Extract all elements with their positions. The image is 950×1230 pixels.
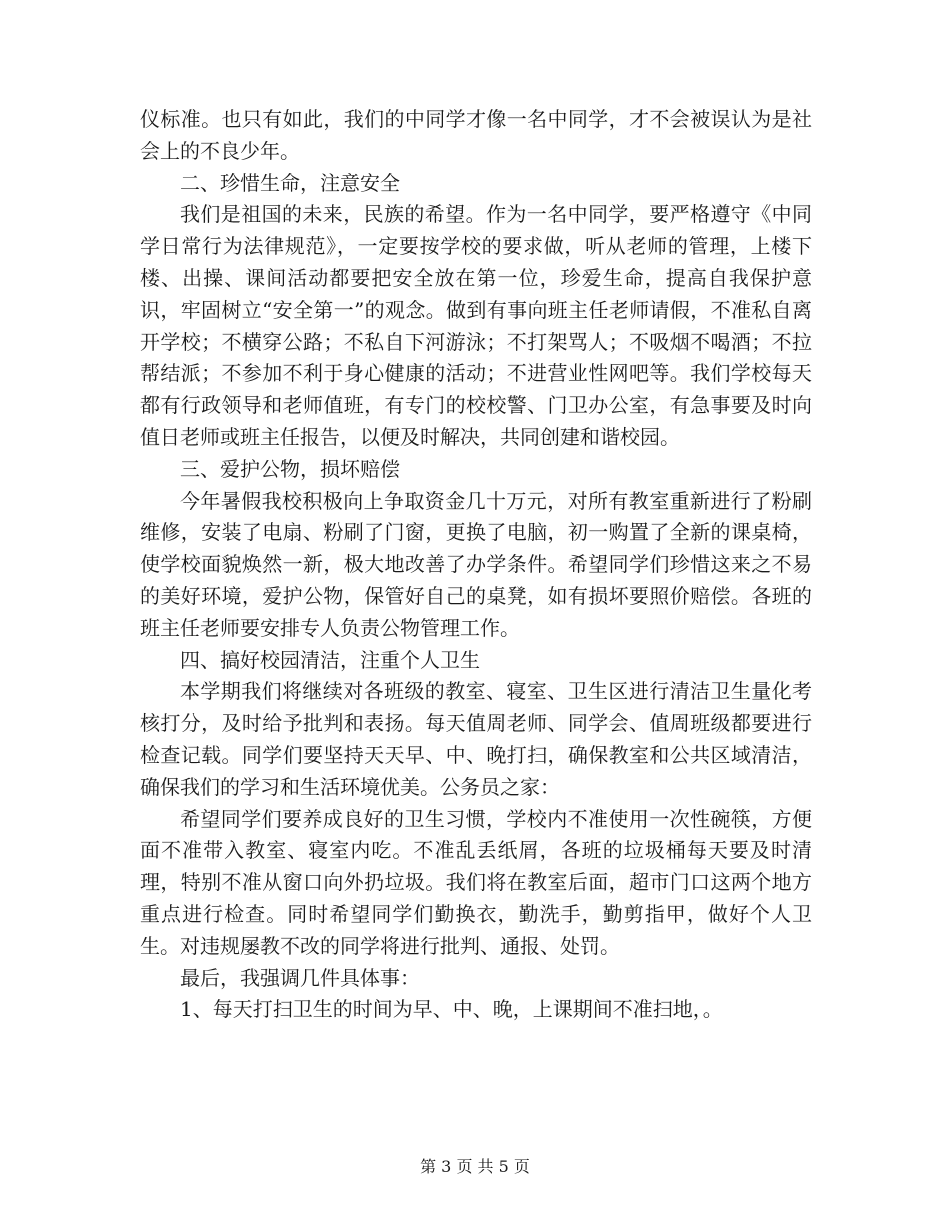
section-heading: 二、珍惜生命，注意安全 bbox=[180, 170, 400, 195]
paragraph: 最后，我强调几件具体事： bbox=[180, 965, 420, 990]
paragraph: 我们是祖国的未来，民族的希望。作为一名中同学，要严格遵守《中同学日常行为法律规范》，一定要按学校的要求做，听从老师的管理，上楼下楼、出操、课间活动都要把安全放在第一位，珍爱生命，提高自我保护意识，牢固树立“安全第一”的观念。做到有事向班主任老师请假，不准私自离开学校；不横穿公路；不私自下河游泳；不打架骂人；不吸烟不喝酒；不拉帮结派；不参加不利于身心健康的活动；不进营业性网吧等。我们学校每天都有行政领导和老师值班，有专门的校校警、门卫办公室，有急事要及时向值日老师或班主任报告，以便及时解决，共同创建和谐校园。 bbox=[140, 202, 812, 449]
page-number-footer: 第 3 页 共 5 页 bbox=[420, 1157, 530, 1176]
paragraph: 1、每天打扫卫生的时间为早、中、晚，上课期间不准扫地，。 bbox=[180, 997, 723, 1022]
document-body bbox=[140, 104, 812, 1026]
section-heading: 三、爱护公物，损坏赔偿 bbox=[180, 456, 400, 481]
section-heading: 四、搞好校园清洁，注重个人卫生 bbox=[180, 647, 480, 672]
paragraph: 希望同学们要养成良好的卫生习惯，学校内不准使用一次性碗筷，方便面不准带入教室、寝室内吃。不准乱丢纸屑，各班的垃圾桶每天要及时清理，特别不准从窗口向外扔垃圾。我们将在教室后面，超市门口这两个地方重点进行检查。同时希望同学们勤换衣，勤洗手，勤剪指甲，做好个人卫生。对违规屡教不改的同学将进行批判、通报、处罚。 bbox=[140, 806, 812, 958]
paragraph: 今年暑假我校积极向上争取资金几十万元，对所有教室重新进行了粉刷维修，安装了电扇、粉刷了门窗，更换了电脑，初一购置了全新的课桌椅，使学校面貌焕然一新，极大地改善了办学条件。希望同学们珍惜这来之不易的美好环境，爱护公物，保管好自己的桌凳，如有损坏要照价赔偿。各班的班主任老师要安排专人负责公物管理工作。 bbox=[140, 488, 812, 640]
paragraph: 本学期我们将继续对各班级的教室、寝室、卫生区进行清洁卫生量化考核打分，及时给予批判和表扬。每天值周老师、同学会、值周班级都要进行检查记载。同学们要坚持天天早、中、晚打扫，确保教室和公共区域清洁，确保我们的学习和生活环境优美。公务员之家： bbox=[140, 679, 812, 799]
paragraph: 仪标准。也只有如此，我们的中同学才像一名中同学，才不会被误认为是社会上的不良少年。 bbox=[140, 107, 812, 163]
